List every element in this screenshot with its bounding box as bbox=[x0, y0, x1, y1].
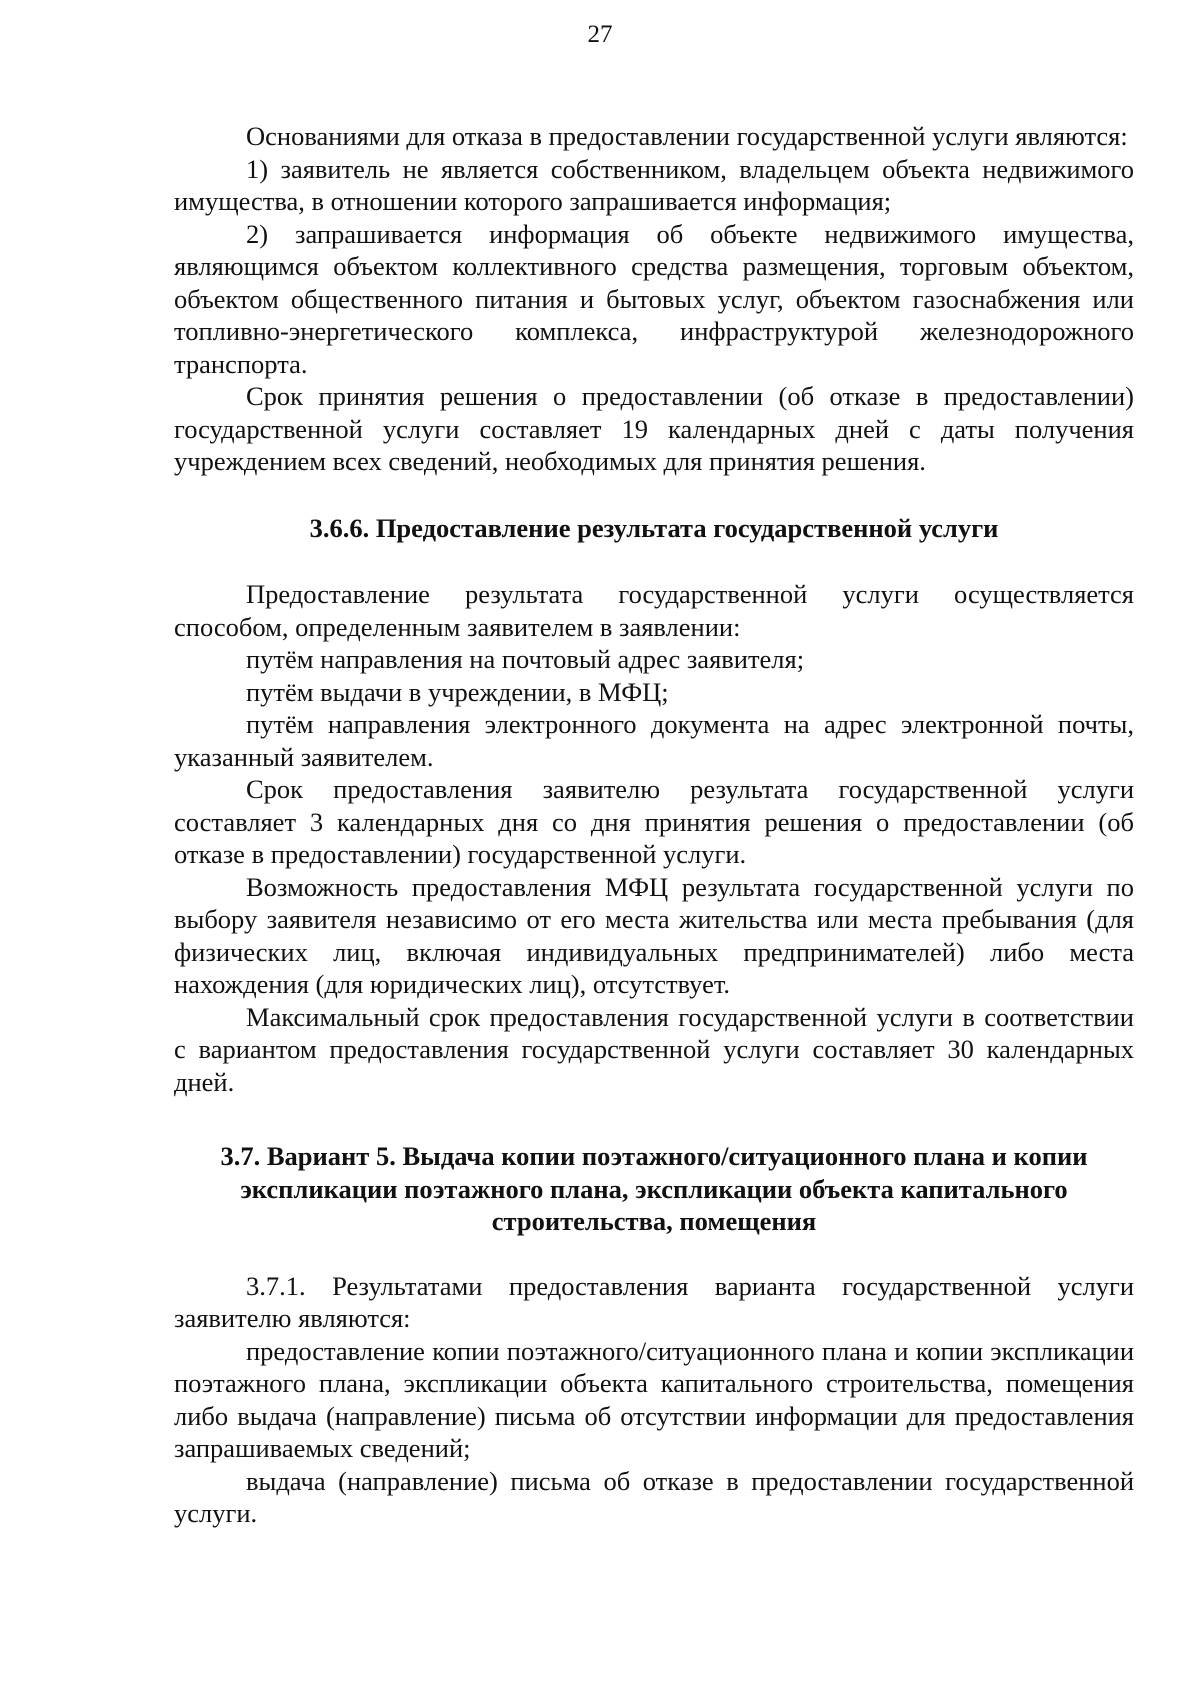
page-number: 27 bbox=[587, 21, 613, 48]
delivery-method-postal: путём направления на почтовый адрес заявителя; bbox=[246, 644, 805, 674]
result-delivery-intro: Предоставление результата государственной услуги осуществляется способом, определенным заявителем в заявлении: bbox=[174, 579, 1134, 642]
refusal-ground-1: 1) заявитель не является собственником, владельцем объекта недвижимого имущества, в отношении которого запрашивается информация; bbox=[174, 153, 1134, 216]
section-heading-3-6-6: 3.6.6. Предоставление результата государственной услуги bbox=[309, 512, 999, 543]
section-heading-3-7: 3.7. Вариант 5. Выдача копии поэтажного/ситуационного плана и копии экспликации поэтажного плана, экспликации объекта капитального строительства, помещения bbox=[220, 1141, 1088, 1236]
refusal-grounds-intro: Основаниями для отказа в предоставлении государственной услуги являются: bbox=[246, 121, 1128, 151]
document-body bbox=[174, 120, 1134, 1530]
results-intro-3-7-1: 3.7.1. Результатами предоставления варианта государственной услуги заявителю являются: bbox=[174, 1270, 1134, 1333]
delivery-method-office: путём выдачи в учреждении, в МФЦ; bbox=[246, 676, 669, 707]
delivery-method-email: путём направления электронного документа на адрес электронной почты, указанный заявителем. bbox=[174, 709, 1134, 772]
refusal-ground-2: 2) запрашивается информация об объекте недвижимого имущества, являющимся объектом коллективного средства размещения, торговым объектом, объектом общественного питания и бытовых услуг, объектом газоснабжения или топливно-энергетического комплекса, инфраструктурой железнодорожного транспорта. bbox=[174, 218, 1134, 379]
max-term-paragraph: Максимальный срок предоставления государственной услуги в соответствии с вариантом предоставления государственной услуги составляет 30 календарных дней. bbox=[174, 1001, 1134, 1097]
decision-term-paragraph: Срок принятия решения о предоставлении (об отказе в предоставлении) государственной услуги составляет 19 календарных дней с даты получения учреждением всех сведений, необходимых для принятия решения. bbox=[174, 381, 1134, 476]
result-item-refusal-letter: выдача (направление) письма об отказе в предоставлении государственной услуги. bbox=[174, 1465, 1134, 1528]
delivery-term-paragraph: Срок предоставления заявителю результата государственной услуги составляет 3 календарных дня со дня принятия решения о предоставлении (об отказе в предоставлении) государственной услуги. bbox=[174, 774, 1134, 869]
mfc-possibility-paragraph: Возможность предоставления МФЦ результата государственной услуги по выбору заявителя независимо от его места жительства или места пребывания (для физических лиц, включая индивидуальных предпринимателей) либо места нахождения (для юридических лиц), отсутствует. bbox=[174, 871, 1134, 999]
result-item-copy-provision: предоставление копии поэтажного/ситуационного плана и копии экспликации поэтажного плана, экспликации объекта капитального строительства, помещения либо выдача (направление) письма об отсутствии информации для предоставления запрашиваемых сведений; bbox=[174, 1335, 1134, 1463]
